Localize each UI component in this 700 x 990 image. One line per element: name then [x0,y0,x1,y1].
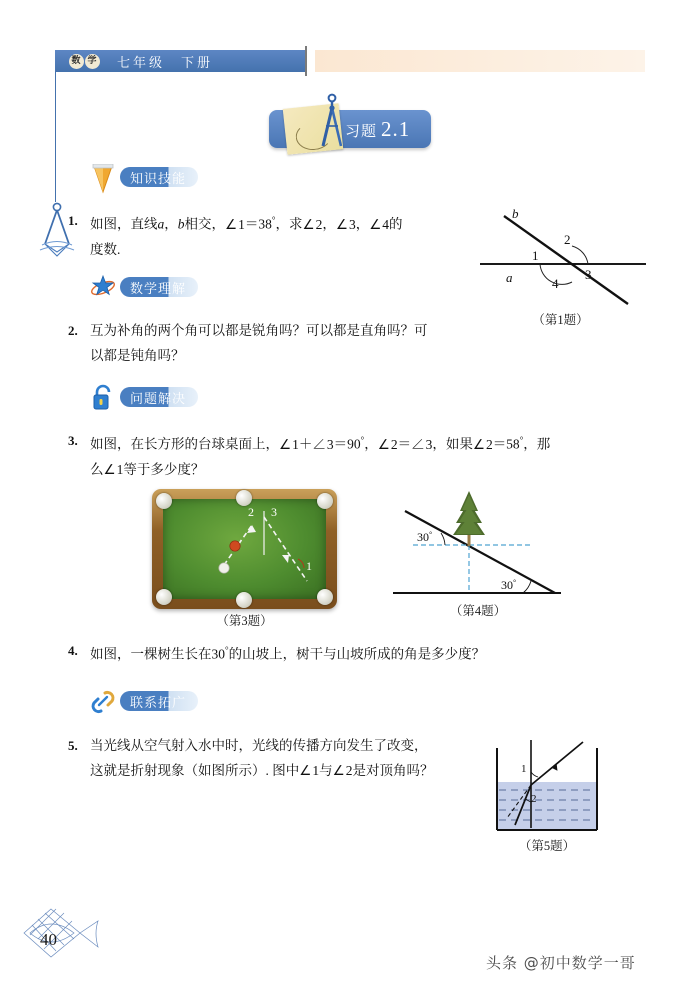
problem-5-text [90,733,488,783]
problem-1-seg-2: 相交， [184,216,225,232]
problem-2-number: 2. [68,323,78,338]
figure-1-caption: （第1题） [532,313,589,327]
figure-problem-5-refraction [487,740,607,853]
problem-1-eq: ＝38 [244,216,272,232]
figure-5-caption: （第5题） [518,839,576,853]
problem-1-var-b: b [177,216,185,232]
problem-4-seg-2: 的山坡上，树干与山坡所成的角是多少度？ [228,646,486,662]
svg-text:4: 4 [552,276,559,291]
header-grade-text: 七年级 下册 [117,55,214,71]
problem-1-seg-1: 如图，直线 [90,216,158,232]
problem-1-seg-3: ，求 [275,216,303,232]
problem-1-angle-4: ∠ 4 [369,217,389,232]
problem-2-line-1: 互为补角的两个角可以都是锐角吗？可以都是直角吗？可 [90,323,428,338]
problem-3-angle-3b: ∠ 3 [411,437,432,452]
problem-3-eq-1: ＝90 [333,436,361,452]
problem-1-angle-3: ∠ 3 [336,217,356,232]
section-pill-knowledge [120,167,198,187]
svg-text:2: 2 [564,232,571,247]
section-label-knowledge: 知识技能 [130,171,187,187]
figure-3-caption-wrap [152,611,337,629]
section-label-extension: 联系拓广 [130,695,187,711]
svg-text:b: b [512,206,519,221]
problem-3-line2-a: 么 [90,461,104,477]
problem-5 [68,733,488,783]
svg-text:3: 3 [271,505,277,519]
problem-5-line-1: 当光线从空气射入水中时，光线的传播方向发生了改变， [90,738,428,753]
problem-5-line2-c: 是对顶角吗？ [352,763,434,778]
svg-text:a: a [506,270,513,285]
subject-badge-char-1: 数 [69,54,84,69]
problem-3-angle-2b: ∠ 2 [473,437,493,452]
problem-4 [68,638,628,667]
svg-text:1: 1 [532,248,539,263]
svg-text:1: 1 [521,763,527,775]
section-label-problem-solving: 问题解决 [130,391,187,407]
problem-1 [68,208,458,262]
chain-link-icon [90,688,116,714]
sidebar-item-problem-solving [90,386,198,408]
problem-3-seg-4: ，那 [523,436,551,452]
padlock-icon [90,384,116,410]
svg-text:2: 2 [248,505,254,519]
problem-4-text [90,638,628,667]
star-atom-icon [90,274,116,300]
problem-1-comma: ， [164,216,178,232]
svg-text:3: 3 [585,267,592,282]
section-pill-understanding [120,277,198,297]
page-number-ornament-icon [18,905,108,967]
problem-4-seg-1: 如图，一棵树生长在30 [90,646,225,662]
problem-2-line-2: 以都是钝角吗？ [90,348,185,363]
figure-4-caption: （第4题） [449,604,507,618]
problem-2-text [90,318,498,368]
problem-5-line2-a: 这就是折射现象（如图所示）. 图中 [90,763,300,778]
problem-3-angle-2: ∠ 2 [378,437,398,452]
section-pill-problem-solving [120,387,198,407]
problem-3-plus: ＋ [298,436,313,452]
problem-5-angle-2: ∠ 2 [333,763,353,778]
problem-3-eq-3: ＝58 [492,436,520,452]
problem-5-line2-b: 与 [319,763,333,778]
header-vertical-rule [55,72,56,202]
problem-3-text: 如图，在长方形的台球桌面上， ∠ 1＋ ∠ 3＝90°， ∠ 2＝ ∠ 3，如果 ∠ 2＝58°，那 么 ∠ 1等于多少度？ [90,428,648,482]
figure-problem-3-pool-table [152,489,337,609]
svg-text:2: 2 [531,793,537,805]
subject-badge-char-2: 学 [85,54,100,69]
problem-3-seg-1: 如图，在长方形的台球桌面上， [90,436,279,452]
exercise-title-number: 2.1 [381,117,411,141]
problem-4-number: 4. [68,643,78,658]
exercise-title [345,117,410,142]
figure-problem-1 [468,196,653,331]
subject-badge [61,53,107,69]
header-right-band [315,50,645,72]
problem-5-angle-1: ∠ 1 [299,763,319,778]
problem-5-number: 5. [68,738,78,753]
section-pill-extension [120,691,198,711]
problem-2 [68,318,498,368]
problem-1-line-2: 度数. [90,241,121,257]
problem-3 [68,428,648,482]
figure-problem-4-slope [383,489,573,618]
problem-3-angle-3: ∠ 3 [312,437,333,452]
problem-4-degree: ° [225,645,229,655]
svg-text:30°: 30° [501,578,517,592]
problem-3-seg-2: ， [364,436,378,452]
exercise-title-label: 习题 [345,122,378,140]
problem-3-seg-3: ，如果 [432,436,473,452]
problem-3-angle-1b: ∠ 1 [104,462,124,477]
page-number: 40 [40,930,57,949]
sidebar-item-knowledge [90,166,198,188]
svg-text:1: 1 [306,559,312,573]
problem-1-text: 如图，直线a，b相交， ∠ 1＝38°，求 ∠ 2， ∠ 3， ∠ 4的 度数. [90,208,458,262]
problem-3-eq-2: ＝ [397,436,412,452]
problem-1-angle-1: ∠ 1 [225,217,245,232]
problem-1-angle-2: ∠ 2 [302,217,322,232]
pencil-tip-icon [90,164,116,190]
problem-1-degree: ° [271,215,276,225]
problem-3-number: 3. [68,433,78,448]
problem-3-angle-1: ∠ 1 [279,437,299,452]
sidebar-item-understanding [90,276,198,298]
figure-3-caption: （第3题） [216,614,273,628]
svg-text:30°: 30° [417,530,433,544]
sidebar-item-extension [90,690,198,712]
page-header-banner [55,50,305,72]
problem-1-seg-4: 的 [389,216,403,232]
header-divider [305,46,307,76]
section-label-understanding: 数学理解 [130,281,187,297]
problem-3-line2-b: 等于多少度？ [123,461,205,477]
problem-1-number: 1. [68,213,78,228]
problem-1-var-a: a [157,216,165,232]
watermark-text: 头条 @初中数学一哥 [486,954,636,972]
